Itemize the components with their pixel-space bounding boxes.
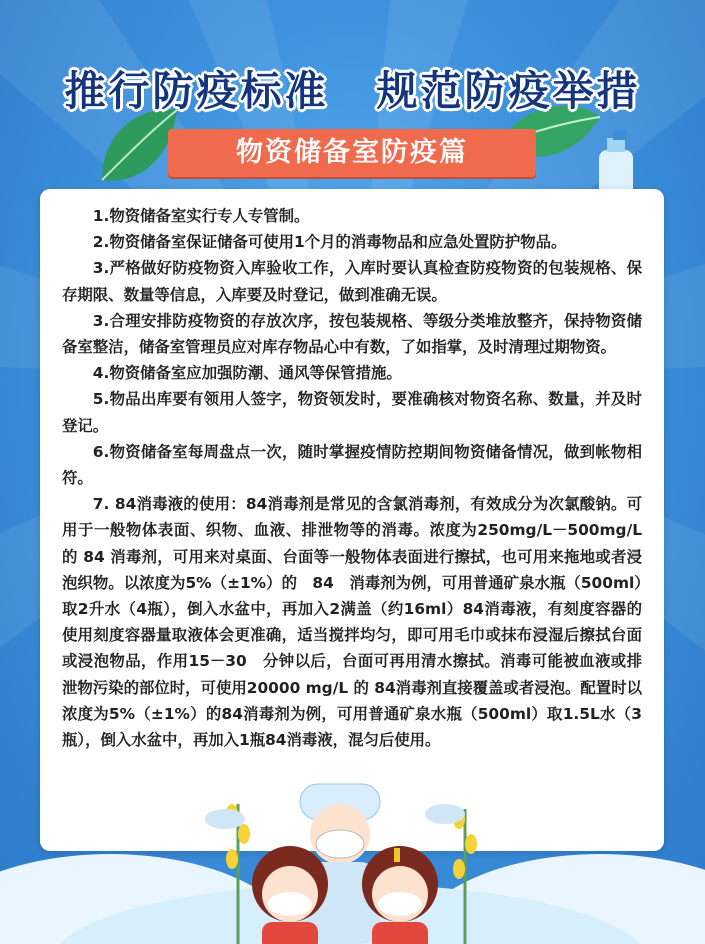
paragraph-6: 5.物品出库要有领用人签字，物资领发时，要准确核对物资名称、数量，并及时登记。 — [62, 390, 642, 435]
page-title — [0, 58, 705, 117]
ribbon-label: 物资储备室防疫篇 — [236, 137, 468, 168]
title-left: 推行防疫标准 — [64, 67, 329, 115]
paragraph-5: 4.物资储备室应加强防潮、通风等保管措施。 — [92, 364, 402, 383]
title-right: 规范防疫举措 — [376, 67, 641, 115]
content-text — [62, 203, 642, 753]
bottom-illustration — [0, 774, 705, 944]
paragraph-4: 3.合理安排防疫物资的存放次序，按包装规格、等级分类堆放整齐，保持物资储备室整洁，储备室管理员应对库存物品心中有数，了如指掌，及时清理过期物资。 — [62, 311, 642, 357]
paragraph-7: 6.物资储备室每周盘点一次，随时掌握疫情防控期间物资储备情况，做到帐物相符。 — [62, 442, 642, 488]
paragraph-1: 1.物资储备室实行专人专管制。 — [92, 207, 310, 225]
section-ribbon — [168, 129, 536, 177]
paragraph-2: 2.物资储备室保证储备可使用1个月的消毒物品和应急处置防护物品。 — [92, 233, 567, 252]
paragraph-3: 3.严格做好防疫物资入库验收工作，入库时要认真检查防疫物资的包装规格、保存期限、数量等信息，入库要及时登记，做到准确无误。 — [62, 259, 642, 304]
spray-bottle-icon — [585, 128, 645, 198]
paragraph-8: 7. 84消毒液的使用：84消毒剂是常见的含氯消毒剂，有效成分为次氯酸钠。可用于一般物体表面、织物、血液、排泄物等的消毒。浓度为250mg/L－500mg/L 的 84 消毒剂，可用来对桌面、台面等一般物体表面进行擦拭，也可用来拖地或者浸泡织物。以浓度为5%（±1%）的 84 消毒剂为例，可用普通矿泉水瓶（500ml）取2升水（4瓶），倒入水盆中，再加入2满盖（约16ml）84消毒液，有刻度容器的使用刻度容器量取液体会更准确，适当搅拌均匀，即可用毛巾或抹布浸湿后擦拭台面或浸泡物品，作用15－30 分钟以后，台面可再用清水擦拭。消毒可能被血液或排泄物污染的部位时，可使用20000 mg/L 的 84消毒剂直接覆盖或者浸泡。配置时以浓度为5%（±1%）的84消毒剂为例，可用普通矿泉水瓶（500ml）取1.5L水（3瓶），倒入水盆中，再加入1瓶84消毒液，混匀后使用。 — [62, 495, 642, 750]
